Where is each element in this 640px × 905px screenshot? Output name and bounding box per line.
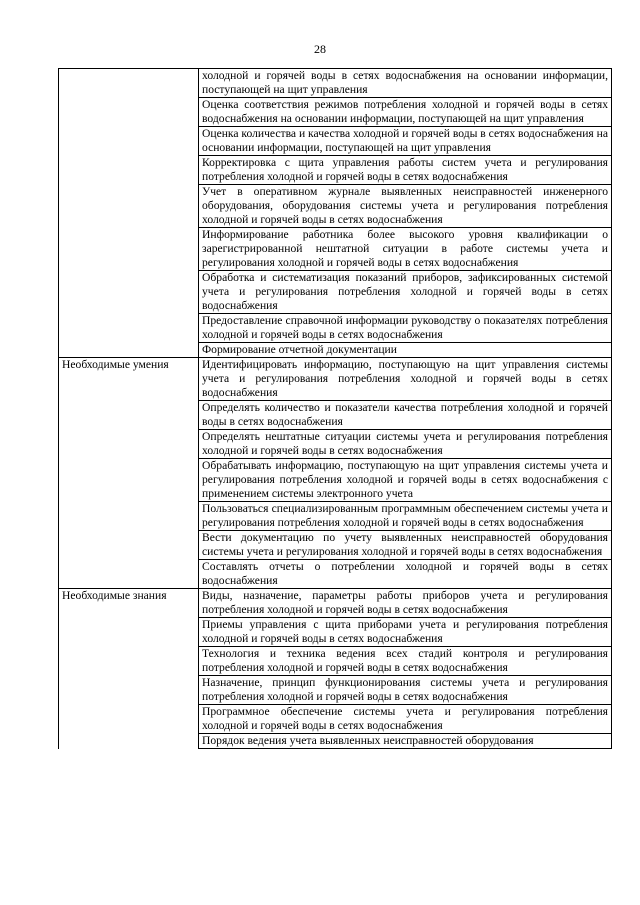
- section-label: [59, 69, 199, 358]
- requirement-text: Назначение, принцип функционирования системы учета и регулирования потребления холодной и горячей воды в сетях водоснабжения: [199, 676, 612, 705]
- requirement-text: Учет в оперативном журнале выявленных неисправностей инженерного оборудования, оборудования системы учета и регулирования потребления холодной и горячей воды в сетях водоснабжения: [199, 185, 612, 228]
- table-row: [59, 358, 612, 401]
- requirement-text: Обрабатывать информацию, поступающую на щит управления системы учета и регулирования потребления холодной и горячей воды в сетях водоснабжения с применением системы электронного учета: [199, 459, 612, 502]
- requirement-text: Оценка количества и качества холодной и горячей воды в сетях водоснабжения на основании информации, поступающей на щит управления: [199, 127, 612, 156]
- requirement-text: Идентифицировать информацию, поступающую на щит управления системы учета и регулирования потребления холодной и горячей воды в сетях водоснабжения: [199, 358, 612, 401]
- page-number: 28: [314, 42, 326, 56]
- requirement-text: Приемы управления с щита приборами учета и регулирования потребления холодной и горячей воды в сетях водоснабжения: [199, 618, 612, 647]
- requirement-text: Программное обеспечение системы учета и регулирования потребления холодной и горячей воды в сетях водоснабжения: [199, 705, 612, 734]
- requirement-text: Формирование отчетной документации: [199, 343, 612, 358]
- requirement-text: Оценка соответствия режимов потребления холодной и горячей воды в сетях водоснабжения на основании информации, поступающей на щит управления: [199, 98, 612, 127]
- requirement-text: Пользоваться специализированным программным обеспечением системы учета и регулирования потребления холодной и горячей воды в сетях водоснабжения: [199, 502, 612, 531]
- requirement-text: Определять количество и показатели качества потребления холодной и горячей воды в сетях водоснабжения: [199, 401, 612, 430]
- requirement-text: Технология и техника ведения всех стадий контроля и регулирования потребления холодной и горячей воды в сетях водоснабжения: [199, 647, 612, 676]
- requirement-text: Определять нештатные ситуации системы учета и регулирования потребления холодной и горячей воды в сетях водоснабжения: [199, 430, 612, 459]
- requirement-text: Корректировка с щита управления работы систем учета и регулирования потребления холодной и горячей воды в сетях водоснабжения: [199, 156, 612, 185]
- requirement-text: Информирование работника более высокого уровня квалификации о зарегистрированной нештатной ситуации в работе системы учета и регулирования холодной и горячей воды в сетях водоснабжения: [199, 228, 612, 271]
- requirement-text: Порядок ведения учета выявленных неисправностей оборудования: [199, 734, 612, 749]
- requirement-text: Виды, назначение, параметры работы приборов учета и регулирования потребления холодной и горячей воды в сетях водоснабжения: [199, 589, 612, 618]
- section-label: Необходимые умения: [59, 358, 199, 589]
- table-row: [59, 589, 612, 618]
- table-row: [59, 69, 612, 98]
- requirement-text: Обработка и систематизация показаний приборов, зафиксированных системой учета и регулирования потребления холодной и горячей воды в сетях водоснабжения: [199, 271, 612, 314]
- requirement-text: Составлять отчеты о потреблении холодной и горячей воды в сетях водоснабжения: [199, 560, 612, 589]
- competency-table: [58, 68, 612, 749]
- section-label: Необходимые знания: [59, 589, 199, 749]
- requirement-text: Предоставление справочной информации руководству о показателях потребления холодной и горячей воды в сетях водоснабжения: [199, 314, 612, 343]
- requirement-text: холодной и горячей воды в сетях водоснабжения на основании информации, поступающей на щит управления: [199, 69, 612, 98]
- requirement-text: Вести документацию по учету выявленных неисправностей оборудования системы учета и регулирования холодной и горячей воды в сетях водоснабжения: [199, 531, 612, 560]
